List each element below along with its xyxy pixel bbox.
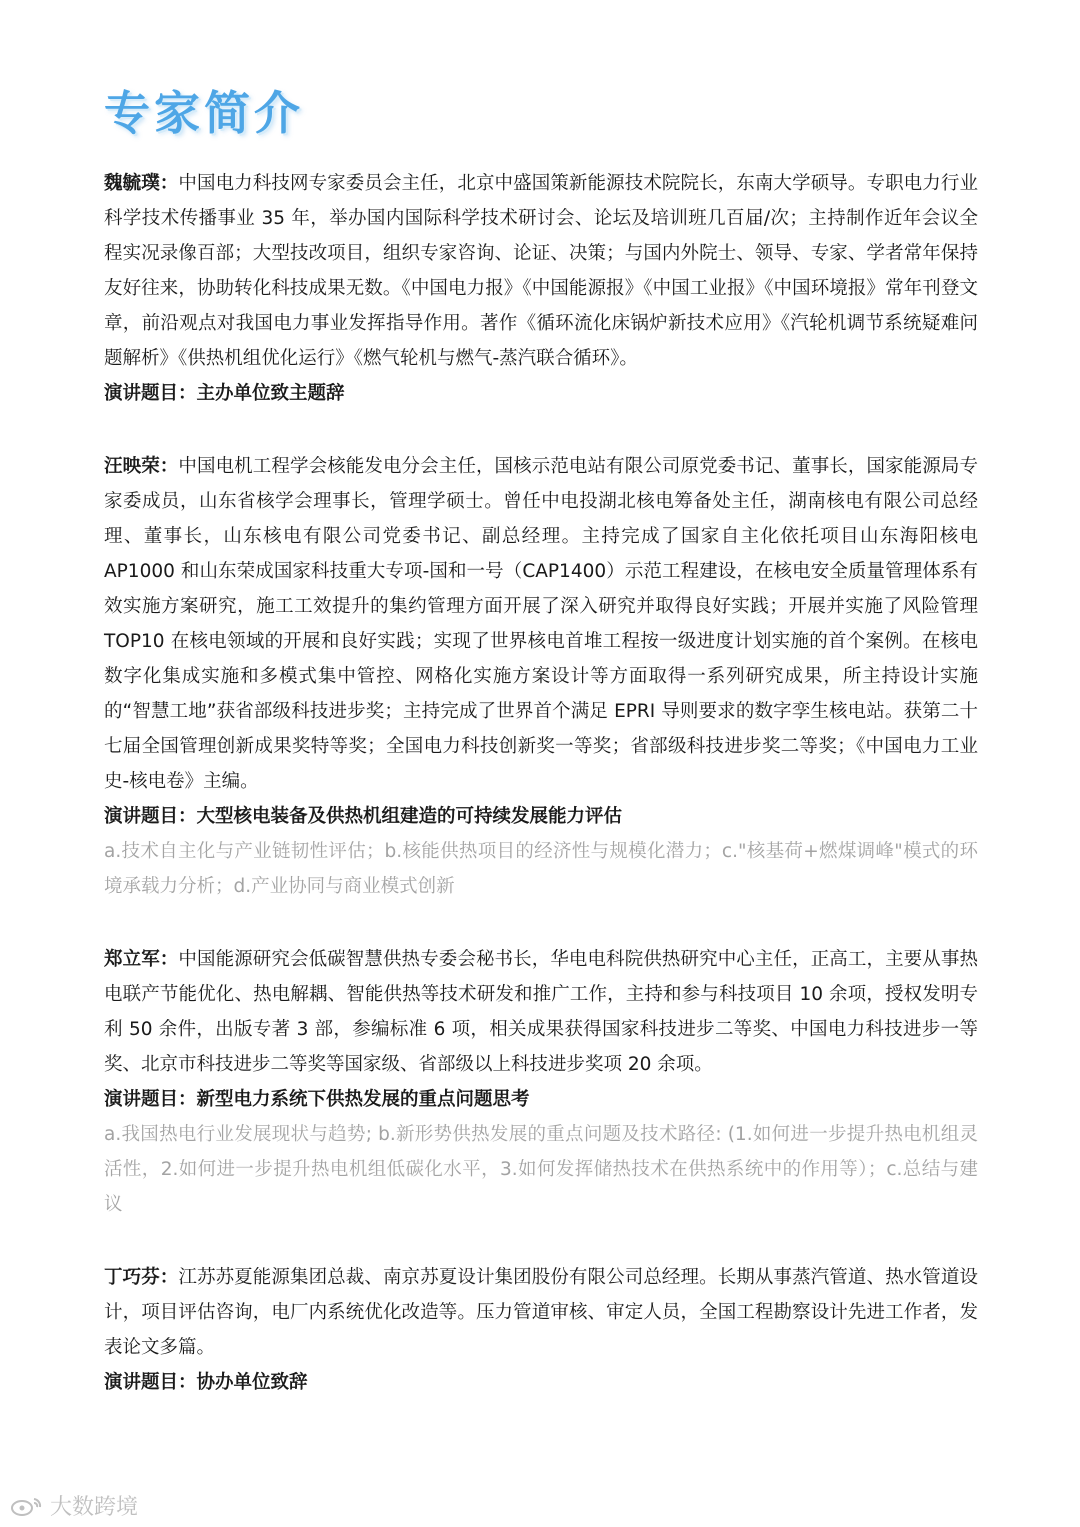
watermark [10,1490,138,1521]
expert-bio-text: 江苏苏夏能源集团总裁、南京苏夏设计集团股份有限公司总经理。长期从事蒸汽管道、热水管道设计，项目评估咨询，电厂内系统优化改造等。压力管道审核、审定人员，全国工程勘察设计先进工作者，发表论文多篇。 [104,1267,978,1358]
expert-bio-text: 中国电机工程学会核能发电分会主任，国核示范电站有限公司原党委书记、董事长，国家能源局专家委成员，山东省核学会理事长，管理学硕士。曾任中电投湖北核电筹备处主任，湖南核电有限公司总经理、董事长，山东核电有限公司党委书记、副总经理。主持完成了国家自主化依托项目山东海阳核电 AP1000 和山东荣成国家科技重大专项-国和一号（CAP1400）示范工程建设，在核电安全质量管理体系有效实施方案研究，施工工效提升的集约管理方面开展了深入研究并取得良好实践；开展并实施了风险管理 TOP10 在核电领域的开展和良好实践；实现了世界核电首堆工程按一级进度计划实施的首个案例。在核电数字化集成实施和多模式集中管控、网格化实施方案设计等方面取得一系列研究成果，所主持设计实施的“智慧工地”获省部级科技进步奖；主持完成了世界首个满足 EPRI 导则要求的数字孪生核电站。获第二十七届全国管理创新成果奖特等奖；全国电力科技创新奖一等奖；省部级科技进步奖二等奖；《中国电力工业史-核电卷》主编。 [104,456,978,792]
expert-name: 魏毓璞： [104,173,179,194]
expert-bio-text: 中国能源研究会低碳智慧供热专委会秘书长，华电电科院供热研究中心主任，正高工，主要从事热电联产节能优化、热电解耦、智能供热等技术研发和推广工作，主持和参与科技项目 10 余项，授权发明专利 50 余件，出版专著 3 部，参编标准 6 项，相关成果获得国家科技进步二等奖、中国电力科技进步一等奖、北京市科技进步二等奖等国家级、省部级以上科技进步奖项 20 余项。 [104,949,978,1075]
expert-section-wei [104,166,978,411]
expert-name: 汪映荣： [104,456,179,477]
page-title: 专家简介 [104,86,304,140]
expert-section-wang [104,449,978,904]
expert-bio [104,166,978,376]
speech-topic: 演讲题目：新型电力系统下供热发展的重点问题思考 [104,1089,530,1110]
speech-topic: 演讲题目：主办单位致主题辞 [104,383,345,404]
speech-subtopics: a.我国热电行业发展现状与趋势; b.新形势供热发展的重点问题及技术路径: (1.如何进一步提升热电机组灵活性，2.如何进一步提升热电机组低碳化水平，3.如何发挥储热技术在供热系统中的作用等）；c.总结与建议 [104,1124,978,1215]
expert-list [104,166,978,1438]
expert-bio [104,449,978,799]
expert-section-zheng [104,942,978,1222]
expert-bio [104,942,978,1082]
expert-bio-text: 中国电力科技网专家委员会主任，北京中盛国策新能源技术院院长，东南大学硕导。专职电力行业科学技术传播事业 35 年，举办国内国际科学技术研讨会、论坛及培训班几百届/次；主持制作近年会议全程实况录像百部；大型技改项目，组织专家咨询、论证、决策；与国内外院士、领导、专家、学者常年保持友好往来，协助转化科技成果无数。《中国电力报》《中国能源报》《中国工业报》《中国环境报》常年刊登文章，前沿观点对我国电力事业发挥指导作用。著作《循环流化床锅炉新技术应用》《汽轮机调节系统疑难问题解析》《供热机组优化运行》《燃气轮机与燃气-蒸汽联合循环》。 [104,173,978,369]
weibo-logo-icon [10,1495,44,1517]
watermark-text: 大数跨境 [50,1495,139,1520]
expert-section-ding [104,1260,978,1400]
speech-subtopics: a.技术自主化与产业链韧性评估；b.核能供热项目的经济性与规模化潜力；c."核基荷+燃煤调峰"模式的环境承载力分析；d.产业协同与商业模式创新 [104,841,978,897]
speech-topic: 演讲题目：大型核电装备及供热机组建造的可持续发展能力评估 [104,806,623,827]
expert-name: 丁巧芬： [104,1267,179,1288]
speech-topic: 演讲题目：协办单位致辞 [104,1372,308,1393]
expert-name: 郑立军： [104,949,179,970]
expert-bio [104,1260,978,1365]
